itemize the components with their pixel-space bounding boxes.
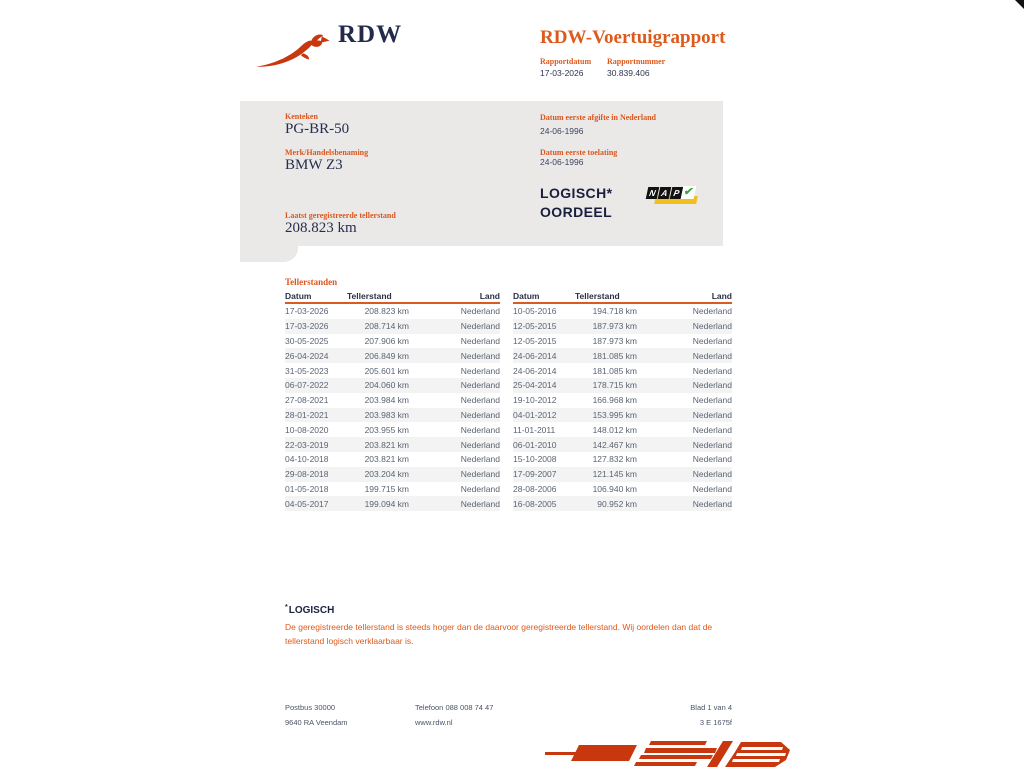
row-tellerstand: 90.952 km <box>597 498 637 509</box>
merk-value: BMW Z3 <box>285 157 343 173</box>
footer-phone: Telefoon 088 008 74 47 <box>415 703 494 712</box>
row-datum: 27-08-2021 <box>285 395 329 406</box>
row-datum: 16-08-2005 <box>513 498 557 509</box>
row-datum: 24-06-2014 <box>513 365 557 376</box>
row-datum: 15-10-2008 <box>513 454 557 465</box>
row-land: Nederland <box>460 409 500 420</box>
row-land: Nederland <box>460 498 500 509</box>
table-row <box>513 334 732 349</box>
row-land: Nederland <box>692 439 732 450</box>
row-tellerstand: 181.085 km <box>592 350 637 361</box>
row-tellerstand: 206.849 km <box>364 350 409 361</box>
table-row <box>285 422 500 437</box>
table-row <box>285 348 500 363</box>
footnote-title <box>285 604 334 616</box>
tellerstand-label: Laatst geregistreerde tellerstand <box>285 211 396 220</box>
row-tellerstand: 203.984 km <box>364 395 409 406</box>
row-land: Nederland <box>460 335 500 346</box>
rdw-wordmark: RDW <box>338 21 403 48</box>
table-row <box>513 496 732 511</box>
row-tellerstand: 199.715 km <box>364 483 409 494</box>
row-tellerstand: 203.983 km <box>364 409 409 420</box>
row-tellerstand: 121.145 km <box>592 469 637 480</box>
table-row <box>513 319 732 334</box>
tellerstand-value: 208.823 km <box>285 220 357 236</box>
table-row <box>513 467 732 482</box>
table-row <box>513 452 732 467</box>
report-date-label: Rapportdatum <box>540 57 592 66</box>
footer-address-line1: Postbus 30000 <box>285 703 336 712</box>
footer-address-line2: 9640 RA Veendam <box>285 718 348 727</box>
rdw-bird-logo-icon <box>254 24 338 74</box>
row-datum: 30-05-2025 <box>285 335 329 346</box>
nap-logo <box>646 185 698 208</box>
row-datum: 10-05-2016 <box>513 306 557 317</box>
row-datum: 06-07-2022 <box>285 380 329 391</box>
row-tellerstand: 207.906 km <box>364 335 409 346</box>
footer-page-number: Blad 1 van 4 <box>690 703 732 712</box>
footnote-title-text: LOGISCH <box>288 605 335 616</box>
row-datum: 31-05-2023 <box>285 365 329 376</box>
table-header-row <box>513 290 732 304</box>
row-tellerstand: 208.823 km <box>364 306 409 317</box>
row-tellerstand: 208.714 km <box>364 321 409 332</box>
row-tellerstand: 203.955 km <box>364 424 409 435</box>
row-datum: 17-03-2026 <box>285 321 329 332</box>
table-row <box>513 363 732 378</box>
table-row <box>285 452 500 467</box>
kenteken-label: Kenteken <box>285 112 318 121</box>
oordeel-line1: LOGISCH* <box>540 185 613 201</box>
row-datum: 22-03-2019 <box>285 439 329 450</box>
oordeel-verdict <box>540 184 612 222</box>
footer-contact <box>415 700 493 730</box>
footer-page-info <box>612 700 732 730</box>
row-land: Nederland <box>692 469 732 480</box>
row-tellerstand: 178.715 km <box>592 380 637 391</box>
eerste-toelating-label: Datum eerste toelating <box>540 148 618 157</box>
report-title: RDW-Voertuigrapport <box>540 27 726 48</box>
row-tellerstand: 194.718 km <box>592 306 637 317</box>
table-row <box>285 496 500 511</box>
oordeel-line2: OORDEEL <box>540 204 613 220</box>
row-tellerstand: 153.995 km <box>592 409 637 420</box>
row-datum: 29-08-2018 <box>285 469 329 480</box>
row-tellerstand: 166.968 km <box>592 395 637 406</box>
nap-letter-n: N <box>646 187 660 199</box>
footnote-text: De geregistreerde tellerstand is steeds hoger dan de daarvoor geregistreerde tellerstand. Wij oordelen dan dat de tellerstand logisch verklaarbaar is. <box>285 622 713 646</box>
footer-address <box>285 700 348 730</box>
row-datum: 17-03-2026 <box>285 306 329 317</box>
col-header-datum: Datum <box>513 291 540 301</box>
vehicle-summary-box-tab <box>240 246 298 262</box>
tellerstanden-table-left <box>285 290 500 511</box>
table-row <box>285 334 500 349</box>
eerste-afgifte-label: Datum eerste afgifte in Nederland <box>540 113 656 122</box>
row-datum: 25-04-2014 <box>513 380 557 391</box>
row-land: Nederland <box>460 321 500 332</box>
row-land: Nederland <box>460 306 500 317</box>
row-land: Nederland <box>460 365 500 376</box>
report-number-label: Rapportnummer <box>607 57 666 66</box>
row-datum: 28-01-2021 <box>285 409 329 420</box>
table-row <box>285 319 500 334</box>
report-date-value: 17-03-2026 <box>540 68 584 78</box>
col-header-land: Land <box>479 291 500 301</box>
row-land: Nederland <box>460 483 500 494</box>
row-datum: 04-10-2018 <box>285 454 329 465</box>
row-tellerstand: 181.085 km <box>592 365 637 376</box>
row-tellerstand: 199.094 km <box>364 498 409 509</box>
table-row <box>285 467 500 482</box>
row-datum: 28-08-2006 <box>513 483 557 494</box>
kenteken-value: PG-BR-50 <box>285 121 350 137</box>
row-land: Nederland <box>692 483 732 494</box>
row-land: Nederland <box>692 454 732 465</box>
nap-letter-p: P <box>670 187 684 199</box>
table-row <box>285 437 500 452</box>
row-tellerstand: 205.601 km <box>364 365 409 376</box>
footer-form-code: 3 E 1675f <box>699 718 732 727</box>
table-row <box>285 363 500 378</box>
row-tellerstand: 142.467 km <box>592 439 637 450</box>
row-land: Nederland <box>692 424 732 435</box>
nap-letter-a: A <box>658 187 672 199</box>
col-header-land: Land <box>711 291 732 301</box>
row-tellerstand: 106.940 km <box>592 483 637 494</box>
row-land: Nederland <box>460 350 500 361</box>
row-datum: 19-10-2012 <box>513 395 557 406</box>
row-land: Nederland <box>692 321 732 332</box>
nap-check-icon: ✔ <box>681 186 697 199</box>
row-tellerstand: 203.821 km <box>364 439 409 450</box>
footnote-asterisk: * <box>285 604 288 611</box>
table-row <box>513 393 732 408</box>
tellerstanden-heading: Tellerstanden <box>285 277 338 287</box>
table-row <box>513 422 732 437</box>
table-header-row <box>285 290 500 304</box>
row-datum: 06-01-2010 <box>513 439 557 450</box>
row-tellerstand: 187.973 km <box>592 335 637 346</box>
row-tellerstand: 203.204 km <box>364 469 409 480</box>
row-datum: 17-09-2007 <box>513 469 557 480</box>
table-row <box>513 437 732 452</box>
row-tellerstand: 204.060 km <box>364 380 409 391</box>
table-row <box>513 348 732 363</box>
row-land: Nederland <box>460 424 500 435</box>
row-land: Nederland <box>692 380 732 391</box>
row-tellerstand: 127.832 km <box>592 454 637 465</box>
row-land: Nederland <box>692 409 732 420</box>
table-row <box>513 482 732 497</box>
row-datum: 04-05-2017 <box>285 498 329 509</box>
row-land: Nederland <box>460 439 500 450</box>
col-header-tellerstand: Tellerstand <box>575 291 620 301</box>
merk-label: Merk/Handelsbenaming <box>285 148 369 157</box>
row-land: Nederland <box>692 395 732 406</box>
table-row <box>285 393 500 408</box>
row-datum: 10-08-2020 <box>285 424 329 435</box>
row-land: Nederland <box>460 454 500 465</box>
table-row <box>285 304 500 319</box>
rdw-stripes-graphic <box>545 740 790 768</box>
table-row <box>513 408 732 423</box>
row-datum: 12-05-2015 <box>513 335 557 346</box>
tellerstanden-table-right <box>513 290 732 511</box>
footer-website: www.rdw.nl <box>415 718 453 727</box>
report-number-value: 30.839.406 <box>607 68 650 78</box>
col-header-tellerstand: Tellerstand <box>347 291 392 301</box>
row-datum: 11-01-2011 <box>513 424 556 435</box>
row-land: Nederland <box>692 350 732 361</box>
row-land: Nederland <box>460 395 500 406</box>
table-row <box>513 378 732 393</box>
row-land: Nederland <box>692 335 732 346</box>
row-datum: 26-04-2024 <box>285 350 329 361</box>
row-tellerstand: 187.973 km <box>592 321 637 332</box>
table-body <box>513 304 732 511</box>
row-datum: 04-01-2012 <box>513 409 557 420</box>
eerste-toelating-value: 24-06-1996 <box>540 157 584 167</box>
row-datum: 01-05-2018 <box>285 483 329 494</box>
row-tellerstand: 148.012 km <box>592 424 637 435</box>
page-corner-mark <box>1015 0 1024 9</box>
row-land: Nederland <box>460 380 500 391</box>
table-row <box>285 378 500 393</box>
row-land: Nederland <box>692 365 732 376</box>
row-land: Nederland <box>692 306 732 317</box>
eerste-afgifte-value: 24-06-1996 <box>540 126 584 136</box>
table-body <box>285 304 500 511</box>
col-header-datum: Datum <box>285 291 312 301</box>
row-tellerstand: 203.821 km <box>364 454 409 465</box>
table-row <box>513 304 732 319</box>
row-datum: 12-05-2015 <box>513 321 557 332</box>
table-row <box>285 482 500 497</box>
table-row <box>285 408 500 423</box>
row-land: Nederland <box>460 469 500 480</box>
row-datum: 24-06-2014 <box>513 350 557 361</box>
row-land: Nederland <box>692 498 732 509</box>
